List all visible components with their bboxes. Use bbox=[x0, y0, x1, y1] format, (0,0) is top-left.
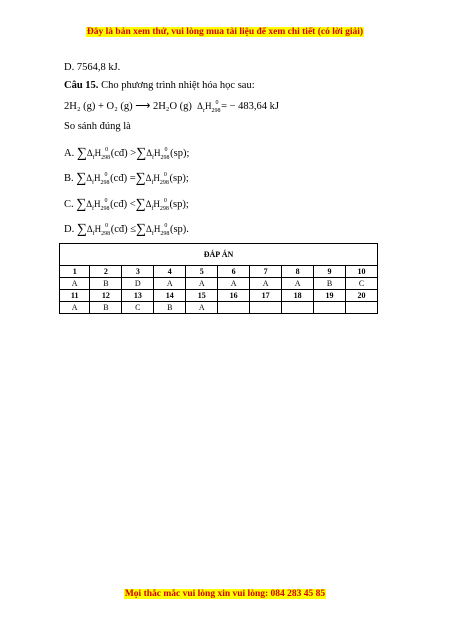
question-15 bbox=[64, 80, 255, 91]
option-letter: D. bbox=[64, 224, 75, 235]
table-cell: A bbox=[218, 278, 250, 290]
option-left: (cđ) bbox=[110, 199, 128, 210]
answer-option: B. $\sum\Delta_fH_{298}^0$ (cđ) $=\sum\Delta_fH_{298}^0$ (sp); bbox=[64, 171, 189, 186]
table-cell: 13 bbox=[122, 290, 154, 302]
preview-banner: Đây là bản xem thử, vui lòng mua tài liệu để xem chi tiết (có lời giải) bbox=[86, 27, 364, 37]
table-cell: B bbox=[90, 302, 122, 314]
table-cell: 7 bbox=[250, 266, 282, 278]
question-text: Cho phương trình nhiệt hóa học sau: bbox=[98, 80, 255, 91]
previous-option-d: D. 7564,8 kJ. bbox=[64, 62, 121, 73]
option-left: (cđ) bbox=[110, 224, 128, 235]
reaction-equation: 2H₂ (g) + O₂ (g) ⟶ 2H₂O (g) bbox=[64, 101, 192, 112]
option-letter: C. bbox=[64, 199, 74, 210]
table-cell bbox=[346, 302, 378, 314]
table-cell: 10 bbox=[346, 266, 378, 278]
option-left: (cđ) bbox=[110, 148, 128, 159]
table-cell bbox=[282, 302, 314, 314]
table-cell: 15 bbox=[186, 290, 218, 302]
table-cell: 18 bbox=[282, 290, 314, 302]
table-cell: 19 bbox=[314, 290, 346, 302]
table-cell: A bbox=[154, 278, 186, 290]
option-left: (cđ) bbox=[110, 173, 128, 184]
answer-table-title: ĐÁP ÁN bbox=[60, 244, 378, 266]
table-cell: A bbox=[60, 278, 90, 290]
table-cell bbox=[314, 302, 346, 314]
option-right: (sp); bbox=[169, 173, 189, 184]
table-cell: 12 bbox=[90, 290, 122, 302]
table-cell: 14 bbox=[154, 290, 186, 302]
option-letter: B. bbox=[64, 173, 74, 184]
table-cell: A bbox=[186, 278, 218, 290]
enthalpy-symbol: $\Delta_rH_{298}^0$ bbox=[197, 100, 221, 114]
table-cell bbox=[218, 302, 250, 314]
table-cell: D bbox=[122, 278, 154, 290]
option-right: (sp); bbox=[170, 148, 190, 159]
table-cell: 6 bbox=[218, 266, 250, 278]
table-cell: 16 bbox=[218, 290, 250, 302]
contact-footer: Mọi thắc mắc vui lòng xin vui lòng: 084 283 45 85 bbox=[124, 589, 326, 599]
table-cell: A bbox=[60, 302, 90, 314]
option-letter: A. bbox=[64, 148, 75, 159]
table-cell bbox=[250, 302, 282, 314]
option-right: (sp). bbox=[169, 224, 189, 235]
table-cell: A bbox=[186, 302, 218, 314]
reaction-line bbox=[64, 100, 279, 114]
answer-option: C. $\sum\Delta_fH_{298}^0$ (cđ) $<\sum\Delta_fH_{298}^0$ (sp); bbox=[64, 197, 189, 212]
option-operator: < bbox=[129, 199, 136, 210]
option-operator: ≤ bbox=[130, 224, 137, 235]
table-cell: 9 bbox=[314, 266, 346, 278]
table-row bbox=[60, 266, 378, 278]
table-row bbox=[60, 290, 378, 302]
table-cell: 17 bbox=[250, 290, 282, 302]
table-cell: 8 bbox=[282, 266, 314, 278]
answer-option: D. $\sum\Delta_fH_{298}^0$ (cđ) $\le\sum\Delta_fH_{298}^0$ (sp). bbox=[64, 222, 189, 237]
table-cell: B bbox=[154, 302, 186, 314]
table-cell: C bbox=[346, 278, 378, 290]
answer-table bbox=[59, 243, 378, 314]
option-operator: = bbox=[129, 173, 136, 184]
table-row bbox=[60, 278, 378, 290]
question-prompt: So sánh đúng là bbox=[64, 121, 131, 132]
table-cell: B bbox=[314, 278, 346, 290]
table-cell: 5 bbox=[186, 266, 218, 278]
question-number: Câu 15. bbox=[64, 80, 99, 91]
answer-option: A. $\sum\Delta_fH_{298}^0$ (cđ) $>\sum\Delta_fH_{298}^0$ (sp); bbox=[64, 146, 190, 161]
table-cell: 2 bbox=[90, 266, 122, 278]
table-row bbox=[60, 302, 378, 314]
table-cell: 1 bbox=[60, 266, 90, 278]
table-cell: A bbox=[282, 278, 314, 290]
table-cell: 3 bbox=[122, 266, 154, 278]
table-cell: C bbox=[122, 302, 154, 314]
option-operator: > bbox=[130, 148, 137, 159]
enthalpy-value: = − 483,64 kJ bbox=[221, 101, 280, 112]
option-right: (sp); bbox=[169, 199, 189, 210]
table-cell: 4 bbox=[154, 266, 186, 278]
table-cell: A bbox=[250, 278, 282, 290]
table-cell: 20 bbox=[346, 290, 378, 302]
table-cell: 11 bbox=[60, 290, 90, 302]
table-cell: B bbox=[90, 278, 122, 290]
